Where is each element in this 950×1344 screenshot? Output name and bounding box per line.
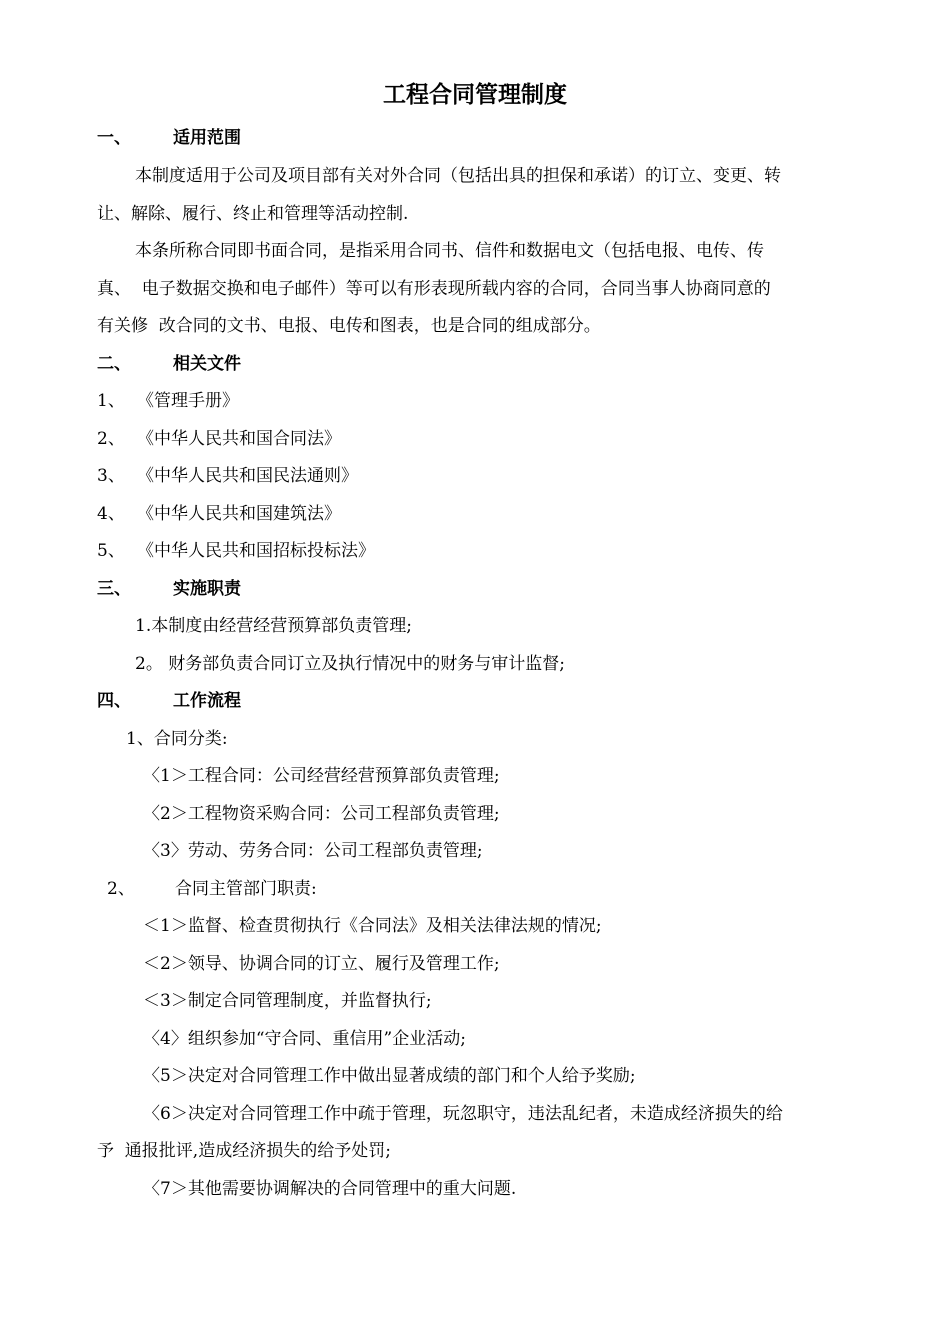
list-item-number: 4、 — [97, 504, 125, 524]
list-item-number: 2、 — [97, 429, 125, 449]
paragraph-line: 本条所称合同即书面合同，是指采用合同书、信件和数据电文（包括电报、电传、传 — [135, 241, 764, 261]
list-item: 〈4〉组织参加“守合同、重信用”企业活动; — [143, 1029, 466, 1049]
subsection-heading: 1、合同分类: — [126, 729, 228, 749]
list-item: ＜1＞监督、检查贯彻执行《合同法》及相关法律法规的情况; — [143, 916, 602, 936]
list-item: 〈5＞决定对合同管理工作中做出显著成绩的部门和个人给予奖励; — [143, 1066, 636, 1086]
list-item-text: 《管理手册》 — [137, 391, 239, 411]
list-item: 2。 财务部负责合同订立及执行情况中的财务与审计监督; — [135, 654, 565, 674]
section-title: 实施职责 — [173, 579, 241, 599]
list-item: 〈6＞决定对合同管理工作中疏于管理，玩忽职守，违法乱纪者，未造成经济损失的给 — [143, 1104, 783, 1124]
list-item — [97, 539, 375, 563]
paragraph-line: 让、解除、履行、终止和管理等活动控制. — [97, 204, 409, 224]
list-item-text: 《中华人民共和国招标投标法》 — [137, 541, 375, 561]
section-title: 适用范围 — [173, 128, 241, 148]
list-item-number: 3、 — [97, 466, 125, 486]
list-item: ＜3＞制定合同管理制度，并监督执行; — [143, 991, 432, 1011]
section-number: 四、 — [97, 691, 131, 711]
subsection-heading — [107, 877, 317, 901]
list-item: 1.本制度由经营经营预算部负责管理; — [135, 616, 412, 636]
section-heading-scope — [97, 126, 241, 150]
subsection-title: 合同主管部门职责: — [175, 879, 317, 899]
list-item-text: 《中华人民共和国建筑法》 — [137, 504, 341, 524]
paragraph-line: 本制度适用于公司及项目部有关对外合同（包括出具的担保和承诺）的订立、变更、转 — [135, 166, 781, 186]
section-heading-workflow — [97, 689, 241, 713]
list-item-number: 1、 — [97, 391, 125, 411]
list-item — [97, 389, 239, 413]
section-number: 一、 — [97, 128, 131, 148]
section-heading-related-docs — [97, 352, 241, 376]
list-item-number: 5、 — [97, 541, 125, 561]
list-item-text: 《中华人民共和国民法通则》 — [137, 466, 358, 486]
list-item: 〈1＞工程合同：公司经营经营预算部负责管理; — [143, 766, 500, 786]
list-item: ＜2＞领导、协调合同的订立、履行及管理工作; — [143, 954, 500, 974]
paragraph-line: 有关修 改合同的文书、电报、电传和图表，也是合同的组成部分。 — [97, 316, 601, 336]
section-number: 二、 — [97, 354, 131, 374]
list-item: 〈7＞其他需要协调解决的合同管理中的重大问题. — [143, 1179, 517, 1199]
document-title: 工程合同管理制度 — [383, 82, 567, 108]
list-item-continuation: 予 通报批评,造成经济损失的给予处罚; — [97, 1141, 391, 1161]
list-item: 〈2＞工程物资采购合同：公司工程部负责管理; — [143, 804, 500, 824]
subsection-number: 2、 — [107, 879, 135, 899]
list-item — [97, 427, 341, 451]
list-item — [97, 464, 358, 488]
list-item: 〈3〉劳动、劳务合同：公司工程部负责管理; — [143, 841, 483, 861]
list-item — [97, 502, 341, 526]
paragraph-line: 真、 电子数据交换和电子邮件）等可以有形表现所载内容的合同，合同当事人协商同意的 — [97, 279, 771, 299]
list-item-text: 《中华人民共和国合同法》 — [137, 429, 341, 449]
section-heading-responsibilities — [97, 577, 241, 601]
section-title: 工作流程 — [173, 691, 241, 711]
section-number: 三、 — [97, 579, 131, 599]
section-title: 相关文件 — [173, 354, 241, 374]
